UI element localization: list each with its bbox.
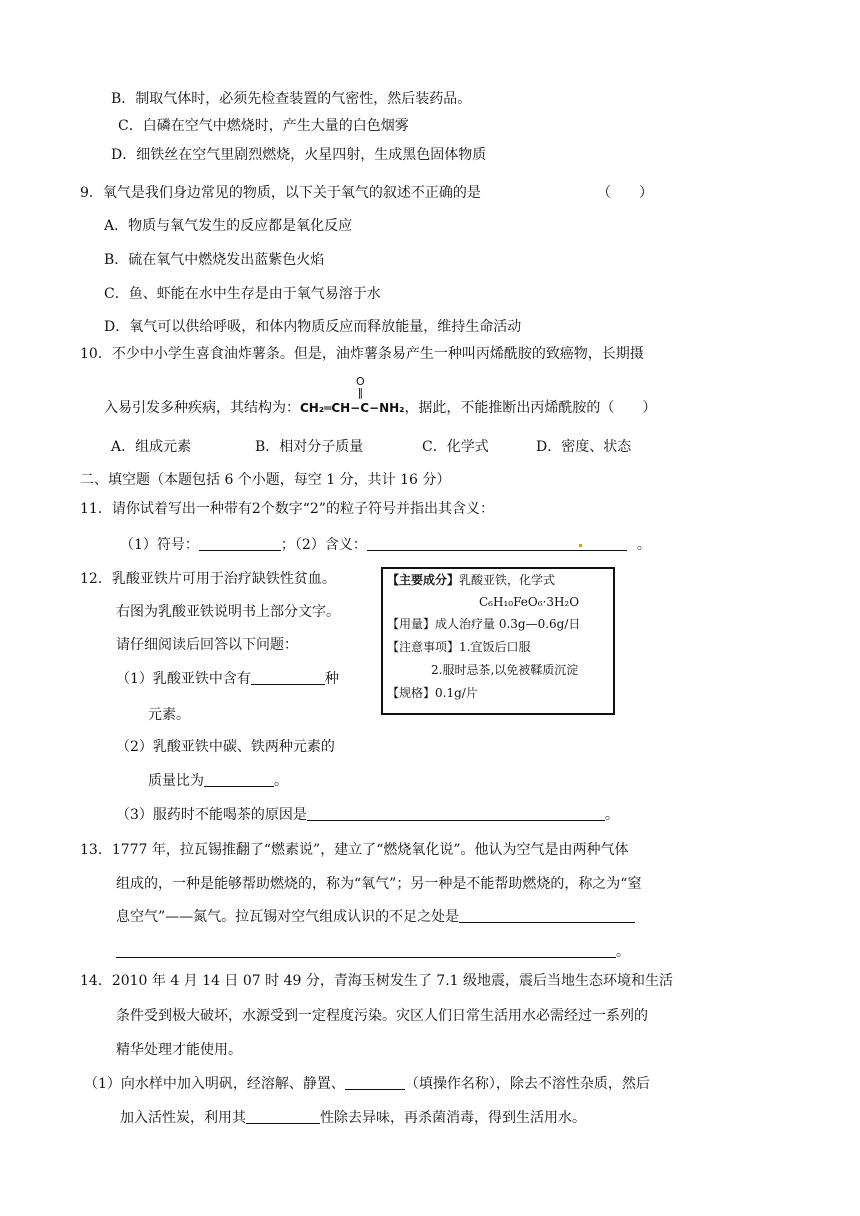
q10-stem-line2 [104,375,657,418]
q14-property-blank[interactable] [246,1109,320,1124]
q8-option-d: D．细铁丝在空气里剧烈燃烧，火星四射，生成黑色固体物质 [111,147,487,163]
q11-answers [120,535,651,555]
structure-carbonyl-oxygen: O ‖ [356,375,365,399]
q8-option-c: C．白磷在空气中燃烧时，产生大量的白色烟雾 [118,118,409,134]
q13-end: 。 [616,944,630,960]
q10-option-b: B．相对分子质量 [255,439,364,455]
q12-part3 [116,805,619,825]
q10-option-a: A．组成元素 [111,439,192,455]
q14-part1-text3: 加入活性炭，利用其 [120,1110,246,1126]
q14-operation-blank[interactable] [345,1075,405,1090]
label-formula: C₆H₁₀FeO₆·3H₂O [479,595,580,609]
q11-separator: ； [280,537,295,553]
label-main-ingredient: 【主要成分】乳酸亚铁，化学式 [387,573,556,587]
q8-option-b: B．制取气体时，必须先检查装置的气密性，然后装药品。 [111,91,472,107]
q10-stem-post: ，据此，不能推断出丙烯酰胺的（ ） [404,400,657,416]
q12-mass-ratio-blank[interactable] [204,772,274,787]
q12-part1-text: （1）乳酸亚铁中含有 [116,671,251,687]
q12-part2: （2）乳酸亚铁中碳、铁两种元素的 [116,739,335,755]
label-spec: 【规格】0.1g/片 [387,686,478,700]
q10-stem-pre: 入易引发多种疾病，其结构为： [104,400,300,416]
q12-part2-end: 。 [274,773,288,789]
q10-stem-line1: 10．不少中小学生喜食油炸薯条。但是，油炸薯条易产生一种叫丙烯酰胺的致癌物，长期摄 [80,346,644,362]
q12-reason-blank[interactable] [307,806,605,821]
label-precautions: 【注意事项】1.宜饭后口服 [387,640,531,654]
q12-part2-line2 [148,771,288,791]
q10-option-d: D．密度、状态 [536,439,632,455]
q14-part1-text2: （填操作名称），除去不溶性杂质，然后 [404,1076,650,1092]
q9-stem: 9．氧气是我们身边常见的物质，以下关于氧气的叙述不正确的是 [80,185,481,201]
q14-part1-line2 [120,1108,586,1128]
q9-option-d: D．氧气可以供给呼吸，和体内物质反应而释放能量，维持生命活动 [104,319,522,335]
q12-stem-line1: 12．乳酸亚铁片可用于治疗缺铁性贫血。 [80,571,336,587]
q13-stem-line2: 组成的，一种是能够帮助燃烧的，称为“氧气”；另一种是不能帮助燃烧的，称之为“窒 [116,876,642,892]
q12-part3-text: （3）服药时不能喝茶的原因是 [116,807,307,823]
q12-stem-line2: 右图为乳酸亚铁说明书上部分文字。 [116,604,340,620]
q12-part1 [116,669,339,689]
q14-stem-line3: 精华处理才能使用。 [116,1042,242,1058]
q14-part1 [84,1074,650,1094]
q14-part1-text: （1）向水样中加入明矾，经溶解、静置、 [84,1076,345,1092]
q13-stem-line3-text: 息空气”——氮气。拉瓦锡对空气组成认识的不足之处是 [116,909,460,925]
q11-meaning-blank[interactable] [367,536,627,551]
q11-end: 。 [636,537,651,553]
label-dosage: 【用量】成人治疗量 0.3g—0.6g/日 [387,617,581,631]
acrylamide-structure [300,375,405,418]
q11-symbol-blank[interactable] [199,536,281,551]
stray-mark [579,544,582,547]
structure-formula: CH₂═CH−C−NH₂ [300,401,405,415]
medicine-label-box [381,567,615,715]
q12-stem-line3: 请仔细阅读后回答以下问题： [116,637,298,653]
section-heading: 二、填空题（本题包括 6 个小题，每空 1 分，共计 16 分） [80,472,451,488]
q13-blank-part2[interactable] [116,943,616,958]
q13-stem-line1: 13．1777 年，拉瓦锡推翻了“燃素说”，建立了“燃烧氧化说”。他认为空气是由两种气体 [80,842,629,858]
q12-part2-text: 质量比为 [148,773,204,789]
q14-part1-text4: 性除去异味，再杀菌消毒，得到生活用水。 [320,1110,586,1126]
q11-part2-label: （2）含义： [294,537,367,553]
q12-element-count-blank[interactable] [251,670,325,685]
q13-blank-line2 [116,942,630,962]
q12-part1-end: 元素。 [148,707,190,723]
q10-option-c: C．化学式 [422,439,489,455]
label-precaution-2: 2.服时忌茶,以免被鞣质沉淀 [431,663,579,677]
q12-part1-unit: 种 [324,671,339,687]
q14-stem-line1: 14．2010 年 4 月 14 日 07 时 49 分，青海玉树发生了 7.1 级地震，震后当地生态环境和生活 [80,973,674,989]
q9-answer-paren: （ ） [597,185,653,201]
q13-stem-line3 [116,907,635,927]
q9-option-b: B．硫在氧气中燃烧发出蓝紫色火焰 [104,252,325,268]
q13-blank-part1[interactable] [459,908,635,923]
q9-option-a: A．物质与氧气发生的反应都是氧化反应 [104,218,353,234]
q9-option-c: C．鱼、虾能在水中生存是由于氧气易溶于水 [104,286,381,302]
q11-part1-label: （1）符号： [120,537,199,553]
q12-part3-end: 。 [604,807,619,823]
q14-stem-line2: 条件受到极大破坏，水源受到一定程度污染。灾区人们日常生活用水必需经过一系列的 [116,1008,648,1024]
q11-stem: 11．请你试着写出一种带有2个数字“2”的粒子符号并指出其含义： [80,501,494,517]
